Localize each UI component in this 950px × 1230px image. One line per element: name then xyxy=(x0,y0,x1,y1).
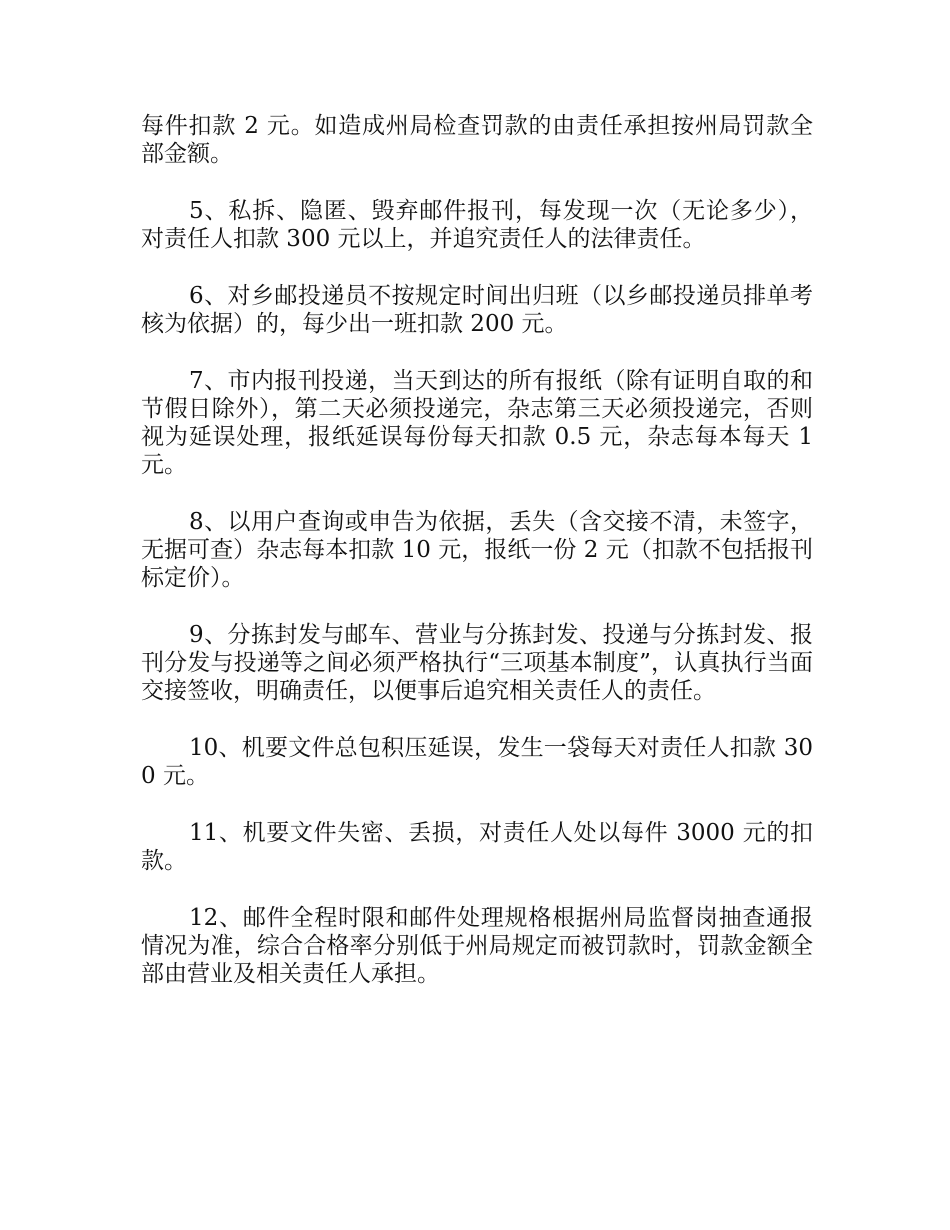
document-body xyxy=(141,112,813,1017)
paragraph-item-8: 8、以用户查询或申告为依据，丢失（含交接不清，未签字，无据可查）杂志每本扣款 10 元，报纸一份 2 元（扣款不包括报刊标定价）。 xyxy=(141,509,813,591)
paragraph-item-9: 9、分拣封发与邮车、营业与分拣封发、投递与分拣封发、报刊分发与投递等之间必须严格执行“三项基本制度”，认真执行当面交接签收，明确责任，以便事后追究相关责任人的责任。 xyxy=(141,622,813,704)
paragraph-item-11: 11、机要文件失密、丢损，对责任人处以每件 3000 元的扣款。 xyxy=(141,820,813,874)
paragraph-item-5: 5、私拆、隐匿、毁弃邮件报刊，每发现一次（无论多少），对责任人扣款 300 元以上，并追究责任人的法律责任。 xyxy=(141,198,813,252)
paragraph-item-6: 6、对乡邮投递员不按规定时间出归班（以乡邮投递员排单考核为依据）的，每少出一班扣款 200 元。 xyxy=(141,283,813,337)
paragraph-item-7: 7、市内报刊投递，当天到达的所有报纸（除有证明自取的和节假日除外），第二天必须投递完，杂志第三天必须投递完，否则视为延误处理，报纸延误每份每天扣款 0.5 元，杂志每本每天 1 元。 xyxy=(141,368,813,478)
paragraph-item-10: 10、机要文件总包积压延误，发生一袋每天对责任人扣款 300 元。 xyxy=(141,735,813,789)
paragraph-continuation: 每件扣款 2 元。如造成州局检查罚款的由责任承担按州局罚款全部金额。 xyxy=(141,113,813,167)
paragraph-item-12: 12、邮件全程时限和邮件处理规格根据州局监督岗抽查通报情况为准，综合合格率分别低于州局规定而被罚款时，罚款金额全部由营业及相关责任人承担。 xyxy=(141,905,813,987)
